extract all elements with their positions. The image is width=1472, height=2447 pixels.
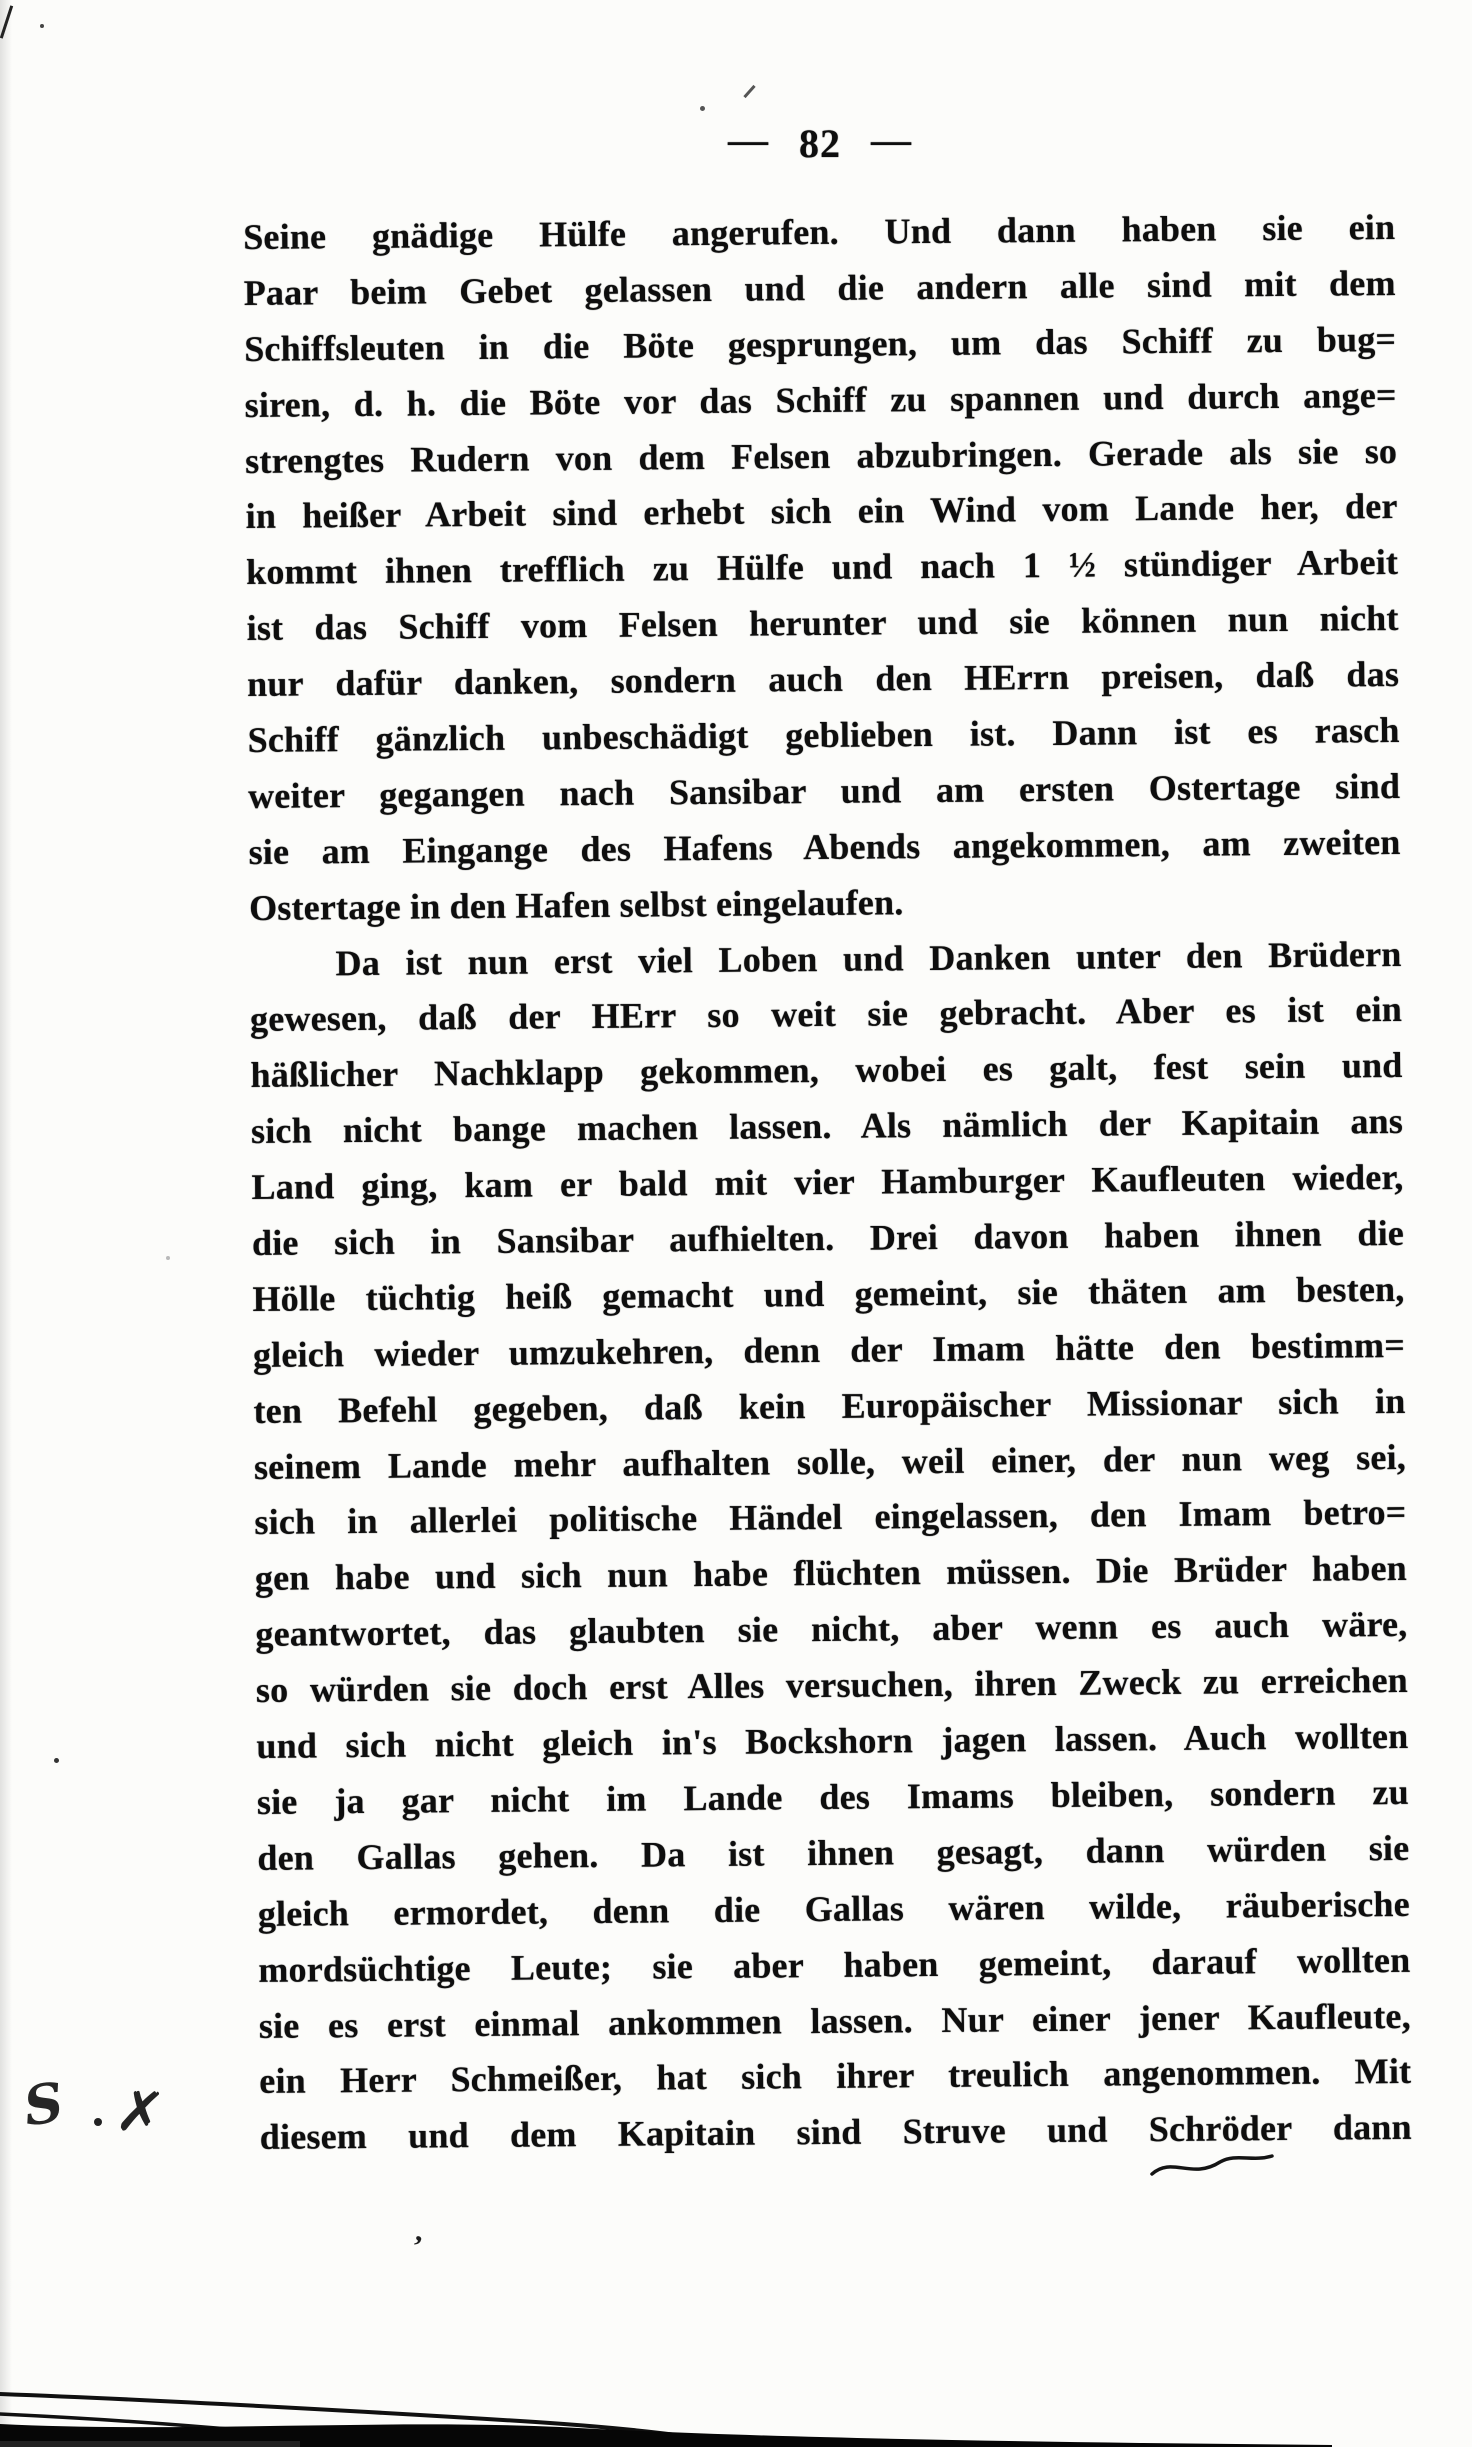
text-line-p2-22: diesem und dem Kapitain sind Struve und Schröder dann [259, 2107, 1412, 2158]
scan-speck-comma: ’ [409, 2229, 425, 2264]
text-line-p2-7: Hölle tüchtig heiß gemacht und gemeint, sie thäten am besten, [252, 1268, 1405, 1319]
text-line-p2-3: häßlicher Nachklapp gekommen, wobei es galt, fest sein und [250, 1045, 1403, 1096]
text-line-p1-13: Ostertage in den Hafen selbst eingelaufen. [248, 881, 904, 928]
body-text-block [243, 200, 1412, 2166]
scan-speck-middle-dot [166, 1256, 170, 1260]
handwritten-dot [94, 2118, 102, 2126]
text-line-p2-8: gleich wieder umzukehren, denn der Imam hätte den bestimm= [252, 1324, 1406, 1375]
text-line-p1-1: Seine gnädige Hülfe angerufen. Und dann haben sie ein [243, 206, 1396, 257]
page-number: 82 [799, 121, 841, 166]
scan-speck-header-slash [743, 85, 755, 98]
text-line-p2-16: sie ja gar nicht im Lande des Imams bleiben, sondern zu [256, 1771, 1410, 1822]
text-line-p2-17: den Gallas gehen. Da ist ihnen gesagt, dann würden sie [257, 1827, 1410, 1878]
header-left-dash: — [728, 117, 769, 162]
page-header [245, 117, 1395, 167]
text-line-p1-3: Schiffsleuten in die Böte gesprungen, um das Schiff zu bug= [244, 318, 1397, 369]
left-edge-shadow [0, 0, 12, 2447]
scan-speck-header-dot [700, 106, 705, 111]
text-line-p2-14: so würden sie doch erst Alles versuchen, ihren Zweck zu erreichen [255, 1660, 1409, 1711]
scan-speck-topleft-dot [40, 24, 44, 28]
text-line-p1-4: siren, d. h. die Böte vor das Schiff zu spannen und durch ange= [244, 374, 1397, 425]
text-line-p1-12: sie am Eingange des Hafens Abends angekommen, am zweiten [248, 821, 1401, 872]
text-line-p2-6: die sich in Sansibar aufhielten. Drei davon haben ihnen die [251, 1212, 1405, 1263]
text-line-p2-2: gewesen, daß der HErr so weit sie gebracht. Aber es ist ein [249, 989, 1403, 1040]
text-line-p2-10: seinem Lande mehr aufhalten solle, weil einer, der nun weg sei, [253, 1436, 1407, 1487]
text-line-p2-15: und sich nicht gleich in's Bockshorn jagen lassen. Auch wollten [256, 1715, 1409, 1766]
scan-speck-topleft-line [0, 5, 13, 38]
bottom-scan-edge-artifact [0, 2320, 1472, 2447]
text-line-p1-2: Paar beim Gebet gelassen und die andern alle sind mit dem [243, 262, 1396, 313]
text-line-p2-1: Da ist nun erst viel Loben und Danken unter den Brüdern [335, 933, 1402, 983]
text-line-p1-9: nur dafür danken, sondern auch den HErrn preisen, daß das [246, 654, 1400, 705]
text-line-p2-19: mordsüchtige Leute; sie aber haben gemeint, darauf wollten [258, 1939, 1411, 1990]
text-line-p2-5: Land ging, kam er bald mit vier Hamburger Kaufleuten wieder, [251, 1157, 1404, 1208]
text-line-p1-11: weiter gegangen nach Sansibar und am ersten Ostertage sind [247, 765, 1401, 816]
pen-flourish-underline [1148, 2150, 1278, 2184]
text-line-p2-11: sich in allerlei politische Händel eingelassen, den Imam betro= [254, 1492, 1407, 1543]
text-line-p2-12: gen habe und sich nun habe flüchten müssen. Die Brüder haben [254, 1548, 1408, 1599]
handwritten-cross-mark: ✗ [112, 2075, 169, 2149]
text-line-p2-9: ten Befehl gegeben, daß kein Europäischer Missionar sich in [253, 1380, 1406, 1431]
text-line-p2-21: ein Herr Schmeißer, hat sich ihrer treulich angenommen. Mit [259, 2051, 1412, 2102]
text-line-p1-6: in heißer Arbeit sind erhebt sich ein Wind vom Lande her, der [245, 486, 1398, 537]
text-line-p1-10: Schiff gänzlich unbeschädigt geblieben ist. Dann ist es rasch [247, 709, 1400, 760]
text-line-p2-13: geantwortet, das glaubten sie nicht, aber wenn es auch wäre, [255, 1604, 1408, 1655]
handwritten-letter-s: S [19, 2069, 68, 2139]
text-line-p1-7: kommt ihnen trefflich zu Hülfe und nach 1 ½ stündiger Arbeit [245, 542, 1399, 593]
text-line-p2-4: sich nicht bange machen lassen. Als nämlich der Kapitain ans [250, 1101, 1404, 1152]
text-line-p1-5: strengtes Rudern von dem Felsen abzubringen. Gerade als sie so [245, 430, 1398, 481]
text-line-p2-20: sie es erst einmal ankommen lassen. Nur einer jener Kaufleute, [258, 1995, 1411, 2046]
header-right-dash: — [871, 117, 912, 162]
text-line-p1-8: ist das Schiff vom Felsen herunter und sie können nun nicht [246, 598, 1399, 649]
text-line-p2-18: gleich ermordet, denn die Gallas wären wilde, räuberische [257, 1883, 1410, 1934]
scan-speck-left-margin-dot [54, 1758, 59, 1763]
